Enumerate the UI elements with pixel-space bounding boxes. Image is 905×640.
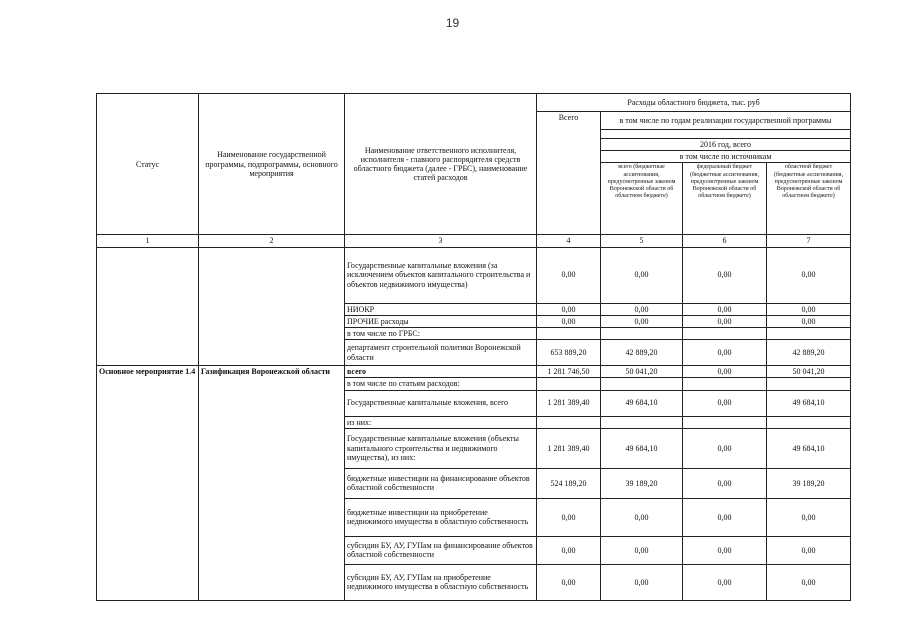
cell-source-all: 0,00 — [601, 498, 683, 536]
cell-regional: 0,00 — [767, 564, 851, 600]
header-program-name: Наименование государственной программы, подпрограммы, основного мероприятия — [199, 94, 345, 235]
header-by-sources: в том числе по источникам — [601, 151, 851, 163]
cell-source-all — [601, 378, 683, 390]
cell-federal: 0,00 — [683, 468, 767, 498]
column-number: 1 — [97, 235, 199, 247]
cell-source-all: 50 041,20 — [601, 366, 683, 378]
cell-source-all — [601, 327, 683, 339]
cell-regional: 49 684,10 — [767, 428, 851, 468]
cell-federal — [683, 378, 767, 390]
row-label: Государственные капитальные вложения, всего — [345, 390, 537, 416]
cell-regional: 0,00 — [767, 498, 851, 536]
cell-federal — [683, 416, 767, 428]
column-number: 4 — [537, 235, 601, 247]
header-executor: Наименование ответственного исполнителя, исполнителя - главного распорядителя средств областного бюджета (далее - ГРБС), наименование статей расходов — [345, 94, 537, 235]
cell-regional: 0,00 — [767, 536, 851, 564]
cell-federal — [683, 327, 767, 339]
cell-regional: 49 684,10 — [767, 390, 851, 416]
column-number: 6 — [683, 235, 767, 247]
row-label: в том числе по ГРБС: — [345, 327, 537, 339]
column-number: 3 — [345, 235, 537, 247]
row-label: всего — [345, 366, 537, 378]
column-number: 7 — [767, 235, 851, 247]
column-number: 2 — [199, 235, 345, 247]
cell-federal: 0,00 — [683, 390, 767, 416]
cell-federal: 0,00 — [683, 303, 767, 315]
cell-federal: 0,00 — [683, 428, 767, 468]
row-label: департамент строительной политики Воронежской области — [345, 340, 537, 366]
cell-total: 524 189,20 — [537, 468, 601, 498]
row-label: НИОКР — [345, 303, 537, 315]
cell-regional: 0,00 — [767, 315, 851, 327]
cell-source-all: 0,00 — [601, 536, 683, 564]
cell-federal: 0,00 — [683, 366, 767, 378]
row-label: ПРОЧИЕ расходы — [345, 315, 537, 327]
cell-federal: 0,00 — [683, 247, 767, 303]
cell-total: 0,00 — [537, 247, 601, 303]
cell-total: 1 281 746,50 — [537, 366, 601, 378]
table-row — [97, 366, 851, 378]
cell-total — [537, 327, 601, 339]
cell-source-all: 42 889,20 — [601, 340, 683, 366]
cell-source-all — [601, 416, 683, 428]
row-label: бюджетные инвестиции на финансирование объектов областной собственности — [345, 468, 537, 498]
row-label: из них: — [345, 416, 537, 428]
row-label: в том числе по статьям расходов: — [345, 378, 537, 390]
row-label: Государственные капитальные вложения (за исключением объектов капитального строительства и объектов недвижимого имущества) — [345, 247, 537, 303]
block2-name: Газификация Воронежской области — [199, 366, 345, 601]
cell-federal: 0,00 — [683, 315, 767, 327]
cell-regional: 50 041,20 — [767, 366, 851, 378]
cell-regional: 0,00 — [767, 247, 851, 303]
cell-total — [537, 416, 601, 428]
page-number: 19 — [445, 16, 460, 30]
cell-regional: 39 189,20 — [767, 468, 851, 498]
header-source-all: всего (бюджетные ассигнования, предусмотренные законом Воронежской области об областном бюджете) — [601, 163, 683, 235]
row-label: бюджетные инвестиции на приобретение недвижимого имущества в областную собственность — [345, 498, 537, 536]
block2-status: Основное мероприятие 1.4 — [97, 366, 199, 601]
block1-status-cell — [97, 247, 199, 366]
block1-name-cell — [199, 247, 345, 366]
cell-total: 1 281 389,40 — [537, 390, 601, 416]
column-numbers-row — [97, 235, 851, 247]
cell-federal: 0,00 — [683, 498, 767, 536]
cell-federal: 0,00 — [683, 536, 767, 564]
header-source-federal: федеральный бюджет (бюджетные ассигнования, предусмотренные законом Воронежской области об областном бюджете) — [683, 163, 767, 235]
budget-table — [96, 93, 851, 601]
header-by-years: в том числе по годам реализации государственной программы — [601, 112, 851, 130]
cell-total: 1 281 389,40 — [537, 428, 601, 468]
cell-total: 0,00 — [537, 536, 601, 564]
row-label: субсидии БУ, АУ, ГУПам на финансирование объектов областной собственности — [345, 536, 537, 564]
cell-federal: 0,00 — [683, 564, 767, 600]
table-row — [97, 247, 851, 303]
header-source-regional: областной бюджет (бюджетные ассигнования, предусмотренные законом Воронежской области об областном бюджете) — [767, 163, 851, 235]
cell-total: 0,00 — [537, 315, 601, 327]
cell-source-all: 0,00 — [601, 564, 683, 600]
cell-total: 0,00 — [537, 498, 601, 536]
header-total: Всего — [537, 112, 601, 235]
row-label: Государственные капитальные вложения (объекты капитального строительства и недвижимого имущества), из них: — [345, 428, 537, 468]
cell-source-all: 49 684,10 — [601, 390, 683, 416]
cell-regional: 42 889,20 — [767, 340, 851, 366]
cell-total: 0,00 — [537, 303, 601, 315]
header-expenses-title: Расходы областного бюджета, тыс. руб — [537, 94, 851, 112]
header-year: 2016 год, всего — [601, 139, 851, 151]
cell-total: 0,00 — [537, 564, 601, 600]
cell-regional — [767, 327, 851, 339]
cell-total: 653 889,20 — [537, 340, 601, 366]
row-label: субсидии БУ, АУ, ГУПам на приобретение недвижимого имущества в областную собственность — [345, 564, 537, 600]
cell-total — [537, 378, 601, 390]
cell-regional — [767, 378, 851, 390]
header-status: Статус — [97, 94, 199, 235]
cell-source-all: 39 189,20 — [601, 468, 683, 498]
column-number: 5 — [601, 235, 683, 247]
cell-regional — [767, 416, 851, 428]
header-spacer — [601, 130, 851, 139]
cell-source-all: 0,00 — [601, 303, 683, 315]
cell-source-all: 0,00 — [601, 247, 683, 303]
cell-source-all: 0,00 — [601, 315, 683, 327]
cell-source-all: 49 684,10 — [601, 428, 683, 468]
cell-federal: 0,00 — [683, 340, 767, 366]
cell-regional: 0,00 — [767, 303, 851, 315]
